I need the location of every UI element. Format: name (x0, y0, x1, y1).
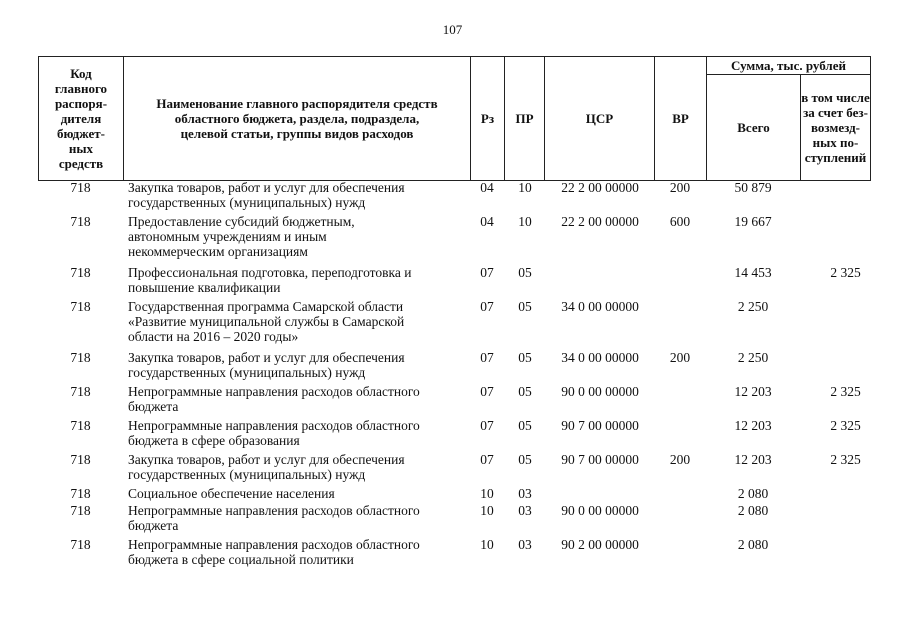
cell-total: 12 203 (734, 418, 772, 433)
table-row (38, 265, 870, 299)
cell-pr: 05 (518, 452, 532, 467)
cell-total: 12 203 (734, 452, 772, 467)
cell-vr: 200 (669, 452, 691, 467)
cell-rz: 10 (480, 486, 494, 501)
cell-kod: 718 (70, 350, 91, 365)
cell-rz: 07 (480, 384, 494, 399)
table-row (38, 299, 870, 350)
cell-vr: 200 (669, 180, 691, 195)
cell-csr: 90 0 00 00000 (561, 503, 639, 518)
cell-name: Непрограммные направления расходов областного бюджета (128, 384, 420, 414)
cell-name: Непрограммные направления расходов областного бюджета в сфере социальной политики (128, 537, 420, 567)
header-sum: Сумма, тыс. рублей (707, 57, 871, 75)
cell-rz: 07 (480, 350, 494, 365)
table-row (38, 503, 870, 537)
cell-name: Непрограммные направления расходов областного бюджета (128, 503, 420, 533)
cell-rz: 10 (480, 503, 494, 518)
cell-rz: 07 (480, 299, 494, 314)
cell-total: 19 667 (734, 214, 772, 229)
cell-pr: 10 (518, 180, 532, 195)
cell-vr: 200 (669, 350, 691, 365)
cell-rz: 04 (480, 180, 494, 195)
header-rz: Рз (471, 57, 505, 181)
cell-name: Государственная программа Самарской области «Развитие муниципальной службы в Самарской области на 2016 – 2020 годы» (128, 299, 405, 344)
cell-vr: 600 (669, 214, 691, 229)
cell-kod: 718 (70, 452, 91, 467)
header-bezv (801, 75, 871, 181)
cell-csr: 22 2 00 00000 (561, 214, 639, 229)
cell-kod: 718 (70, 180, 91, 195)
cell-name: Профессиональная подготовка, переподготовка и повышение квалификации (128, 265, 412, 295)
cell-name: Закупка товаров, работ и услуг для обеспечения государственных (муниципальных) нужд (128, 180, 405, 210)
cell-csr: 34 0 00 00000 (561, 350, 639, 365)
cell-csr: 34 0 00 00000 (561, 299, 639, 314)
cell-csr: 90 0 00 00000 (561, 384, 639, 399)
header-kod (39, 57, 124, 181)
cell-name: Закупка товаров, работ и услуг для обеспечения государственных (муниципальных) нужд (128, 350, 405, 380)
cell-pr: 05 (518, 418, 532, 433)
cell-rz: 04 (480, 214, 494, 229)
cell-kod: 718 (70, 486, 91, 501)
cell-rz: 10 (480, 537, 494, 552)
cell-name: Социальное обеспечение населения (128, 486, 335, 501)
header-csr: ЦСР (545, 57, 655, 181)
cell-kod: 718 (70, 214, 91, 229)
table-row (38, 486, 870, 503)
cell-kod: 718 (70, 299, 91, 314)
cell-csr: 22 2 00 00000 (561, 180, 639, 195)
cell-pr: 10 (518, 214, 532, 229)
cell-kod: 718 (70, 418, 91, 433)
cell-rz: 07 (480, 265, 494, 280)
header-total: Всего (707, 75, 801, 181)
cell-total: 2 250 (737, 350, 769, 365)
cell-bezv: 2 325 (830, 452, 861, 467)
table-header (38, 56, 871, 181)
table-row (38, 452, 870, 486)
cell-bezv: 2 325 (830, 418, 861, 433)
cell-name: Непрограммные направления расходов областного бюджета в сфере образования (128, 418, 420, 448)
cell-rz: 07 (480, 452, 494, 467)
cell-pr: 05 (518, 299, 532, 314)
cell-csr: 90 7 00 00000 (561, 452, 639, 467)
cell-name: Закупка товаров, работ и услуг для обеспечения государственных (муниципальных) нужд (128, 452, 405, 482)
cell-pr: 03 (518, 537, 532, 552)
cell-bezv: 2 325 (830, 384, 861, 399)
cell-csr: 90 7 00 00000 (561, 418, 639, 433)
cell-total: 2 080 (737, 537, 769, 552)
header-name-text: Наименование главного распорядителя средств областного бюджета, раздела, подраздела, целевой статьи, группы видов расходов (156, 96, 438, 141)
cell-rz: 07 (480, 418, 494, 433)
header-vr: ВР (655, 57, 707, 181)
cell-kod: 718 (70, 537, 91, 552)
table-row (38, 384, 870, 418)
cell-name: Предоставление субсидий бюджетным, автономным учреждениям и иным некоммерческим организациям (128, 214, 355, 259)
cell-kod: 718 (70, 503, 91, 518)
cell-bezv: 2 325 (830, 265, 861, 280)
table-row (38, 180, 870, 214)
cell-kod: 718 (70, 265, 91, 280)
header-kod-text: Код главного распоря- дителя бюджет- ных средств (54, 66, 108, 171)
cell-total: 2 250 (737, 299, 769, 314)
table-row (38, 537, 870, 571)
cell-pr: 03 (518, 486, 532, 501)
table-body (38, 180, 870, 571)
cell-pr: 03 (518, 503, 532, 518)
cell-pr: 05 (518, 384, 532, 399)
header-name (124, 57, 471, 181)
table-row (38, 350, 870, 384)
table-row (38, 214, 870, 265)
cell-kod: 718 (70, 384, 91, 399)
cell-total: 2 080 (737, 503, 769, 518)
cell-csr: 90 2 00 00000 (561, 537, 639, 552)
header-pr: ПР (505, 57, 545, 181)
cell-total: 2 080 (737, 486, 769, 501)
table-row (38, 418, 870, 452)
cell-total: 50 879 (734, 180, 772, 195)
header-bezv-text: в том числе за счет без- возмезд- ных по- ступлений (801, 90, 870, 165)
page-number: 107 (442, 22, 463, 37)
cell-total: 12 203 (734, 384, 772, 399)
cell-total: 14 453 (734, 265, 772, 280)
cell-pr: 05 (518, 265, 532, 280)
cell-pr: 05 (518, 350, 532, 365)
